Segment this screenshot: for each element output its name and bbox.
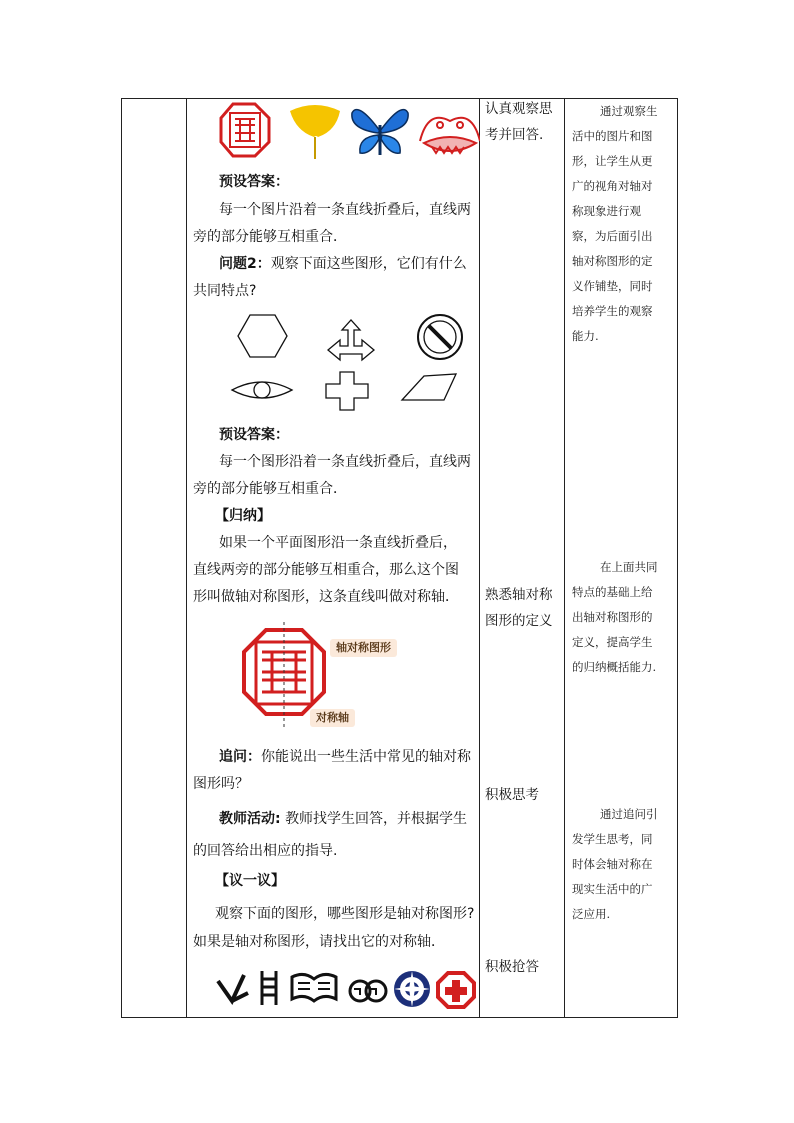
column-divider (564, 99, 565, 1017)
teacher-label: 教师活动: (219, 811, 281, 827)
red-cross-logo-icon (438, 973, 474, 1007)
anchor-logo-icon (218, 975, 248, 1001)
shape-grid (226, 310, 470, 414)
three-way-arrow-icon (328, 320, 374, 360)
column-divider (479, 99, 480, 1017)
question-2 (219, 251, 467, 277)
answer-text: 旁的部分能够互相重合． (193, 481, 347, 497)
hexagon-icon (238, 315, 287, 357)
butterfly-icon (352, 110, 408, 155)
ladder-logo-icon (262, 971, 276, 1005)
question-text: 观察下面这些图形，它们有什么 (270, 256, 467, 272)
design-intent: 在上面共同 特点的基础上给 出轴对称图形的 定义，提高学生 的归纳概括能力. (572, 560, 658, 674)
summary-text: 直线两旁的部分能够互相重合，那么这个图 (193, 562, 459, 578)
teacher-activity (219, 806, 467, 832)
answer-text: 每一个图片沿着一条直线折叠后，直线两 (219, 202, 471, 218)
book-logo-icon (292, 974, 336, 1001)
discuss-text: 如果是轴对称图形，请找出它的对称轴． (193, 934, 445, 950)
eye-shape-icon (232, 382, 292, 398)
student-activity: 考并回答. (485, 127, 544, 143)
design-intent: 通过观察生 活中的图片和图 形，让学生从更 广的视角对轴对 称现象进行观 察，为后面引出 轴对称图形的定 义作铺垫，同时 培养学生的观察 能力. (572, 104, 658, 343)
followup-label: 追问： (219, 749, 261, 765)
preset-answer-label: 预设答案： (219, 427, 289, 443)
logo-row (214, 967, 478, 1009)
double-happiness-icon (221, 104, 269, 156)
student-activity: 图形的定义 (485, 613, 553, 629)
design-intent: 通过追问引 发学生思考，同 时体会轴对称在 现实生活中的广 泛应用. (572, 807, 658, 921)
cross-shape-icon (326, 372, 368, 410)
student-activity: 积极抢答 (485, 959, 539, 975)
preset-answer-label: 预设答案： (219, 174, 289, 190)
ginkgo-leaf-icon (290, 105, 340, 159)
picture-row (218, 101, 480, 161)
flower-logo-icon (394, 971, 430, 1007)
quadrilateral-icon (402, 374, 456, 400)
question-label: 问题2： (219, 256, 271, 272)
callout-axisymmetric: 轴对称图形 (330, 639, 397, 657)
discuss-label: 【议一议】 (215, 873, 285, 889)
summary-label: 【归纳】 (215, 508, 271, 524)
answer-text: 旁的部分能够互相重合． (193, 229, 347, 245)
question-text: 共同特点? (193, 283, 257, 299)
followup (219, 744, 471, 770)
followup-text: 图形吗？ (193, 776, 249, 792)
answer-text: 每一个图形沿着一条直线折叠后，直线两 (219, 454, 471, 470)
column-divider (186, 99, 187, 1017)
teacher-text: 教师找学生回答，并根据学生 (285, 811, 468, 827)
summary-text: 如果一个平面图形沿一条直线折叠后， (219, 535, 457, 551)
student-activity: 熟悉轴对称 (485, 587, 553, 603)
no-symbol-icon (418, 315, 462, 359)
callout-axis: 对称轴 (310, 709, 355, 727)
fish-papercut-icon (420, 118, 480, 153)
student-activity: 积极思考 (485, 787, 539, 803)
student-activity: 认真观察思 (485, 101, 553, 117)
teacher-text: 的回答给出相应的指导. (193, 843, 338, 859)
discuss-text: 观察下面的图形，哪些图形是轴对称图形? (215, 906, 475, 922)
rings-logo-icon (350, 981, 386, 1001)
summary-text: 形叫做轴对称图形，这条直线叫做对称轴． (193, 589, 459, 605)
followup-text: 你能说出一些生活中常见的轴对称 (261, 749, 471, 765)
